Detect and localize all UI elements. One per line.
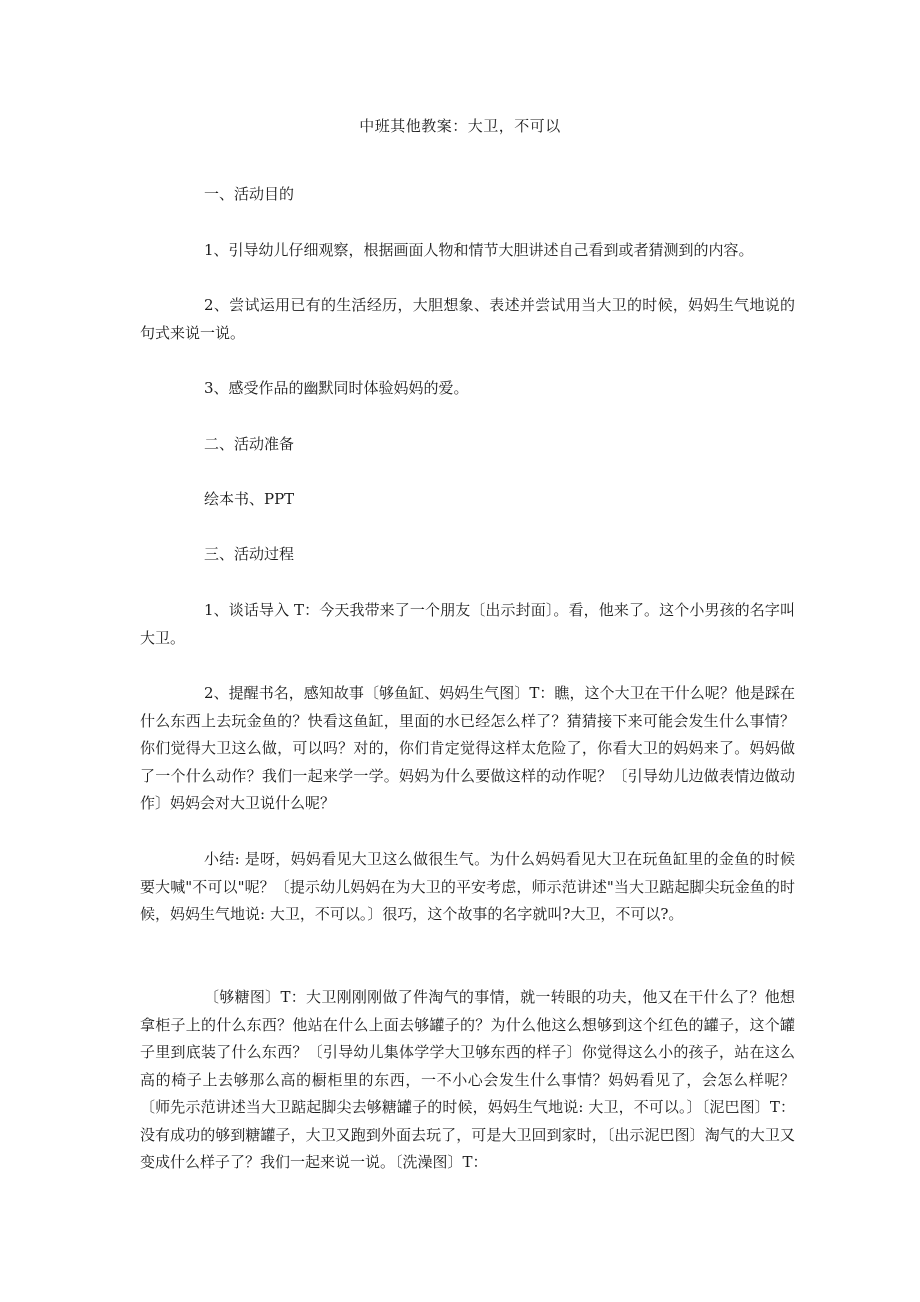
page-title: 中班其他教案：大卫，不可以 xyxy=(359,117,561,135)
paragraph-process-1: 1、谈话导入 T：今天我带来了一个朋友〔出示封面〕。看，他来了。这个小男孩的名字叫大卫。 xyxy=(140,601,795,647)
section-heading-process: 三、活动过程 xyxy=(204,545,295,563)
paragraph-candy-mud-bath: 〔够糖图〕T：大卫刚刚刚做了件淘气的事情，就一转眼的功夫，他又在干什么了？他想拿柜子上的什么东西？他站在什么上面去够罐子的？为什么他这么想够到这个红色的罐子，这个罐子里到底装了什么东西？〔引导幼儿集体学学大卫够东西的样子〕你觉得这么小的孩子，站在这么高的椅子上去够那么高的橱柜里的东西，一不小心会发生什么事情？妈妈看见了，会怎么样呢？〔师先示范讲述当大卫踮起脚尖去够糖罐子的时候，妈妈生气地说: 大卫，不可以。〕〔泥巴图〕T：没有成功的够到糖罐子，大卫又跑到外面去玩了，可是大卫回到家时，〔出示泥巴图〕淘气的大卫又变成什么样子了？我们一起来说一说。〔洗澡图〕T： xyxy=(140,988,795,1171)
paragraph-goal-1: 1、引导幼儿仔细观察，根据画面人物和情节大胆讲述自己看到或者猜测到的内容。 xyxy=(204,241,754,259)
section-heading-preparation: 二、活动准备 xyxy=(204,435,295,453)
paragraph-summary: 小结: 是呀，妈妈看见大卫这么做很生气。为什么妈妈看见大卫在玩鱼缸里的金鱼的时候要大喊"不可以"呢？〔提示幼儿妈妈在为大卫的平安考虑，师示范讲述"当大卫踮起脚尖玩金鱼的时候，妈妈生气地说: 大卫，不可以。〕很巧，这个故事的名字就叫?大卫，不可以?。 xyxy=(140,850,795,923)
paragraph-goal-2: 2、尝试运用已有的生活经历，大胆想象、表述并尝试用当大卫的时候，妈妈生气地说的句式来说一说。 xyxy=(140,296,795,342)
paragraph-materials: 绘本书、PPT xyxy=(204,490,295,508)
paragraph-process-2: 2、提醒书名，感知故事〔够鱼缸、妈妈生气图〕T：瞧，这个大卫在干什么呢？他是踩在什么东西上去玩金鱼的？快看这鱼缸，里面的水已经怎么样了？猜猜接下来可能会发生什么事情？你们觉得大卫这么做，可以吗？对的，你们肯定觉得这样太危险了，你看大卫的妈妈来了。妈妈做了一个什么动作？我们一起来学一学。妈妈为什么要做这样的动作呢？〔引导幼儿边做表情边做动作〕妈妈会对大卫说什么呢？ xyxy=(140,684,795,812)
section-heading-goals: 一、活动目的 xyxy=(204,185,295,203)
paragraph-goal-3: 3、感受作品的幽默同时体验妈妈的爱。 xyxy=(204,379,469,397)
